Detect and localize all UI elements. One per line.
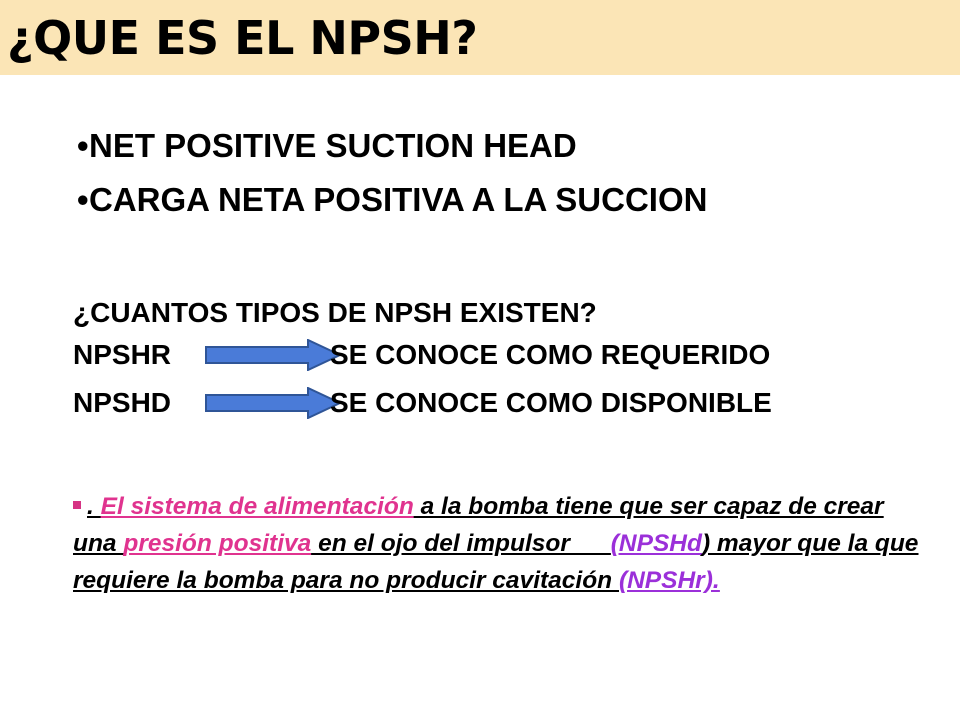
square-bullet-icon	[73, 501, 81, 509]
type-description: SE CONOCE COMO REQUERIDO	[330, 339, 771, 370]
type-label: NPSHD	[73, 387, 172, 418]
para-highlight-npshr: (NPSHr).	[618, 567, 720, 594]
right-arrow-icon	[204, 387, 344, 419]
type-label: NPSHR	[73, 339, 172, 370]
bullet-dot-icon: •	[77, 127, 89, 164]
bullet-item	[77, 180, 707, 220]
para-text: ) mayor que la que requiere la bomba para no producir cavitación	[73, 530, 919, 594]
type-row	[73, 386, 933, 420]
para-highlight-sistema: El sistema de alimentación	[100, 493, 414, 520]
explanation-paragraph	[73, 488, 923, 599]
para-text: a la bomba tiene que ser capaz de crear una	[73, 493, 884, 557]
para-highlight-npshd: (NPSHd	[610, 530, 702, 557]
type-row	[73, 338, 933, 372]
bullet-text: CARGA NETA POSITIVA A LA SUCCION	[89, 181, 708, 218]
bullet-dot-icon: •	[77, 181, 89, 218]
slide-title: ¿QUE ES EL NPSH?	[7, 11, 478, 65]
para-text: en el ojo del impulsor	[311, 530, 611, 557]
bullet-item	[77, 126, 577, 166]
right-arrow-icon	[204, 339, 344, 371]
para-highlight-presion: presión positiva	[123, 530, 312, 557]
question-line: ¿CUANTOS TIPOS DE NPSH EXISTEN?	[73, 297, 597, 328]
para-lead: .	[87, 493, 101, 520]
bullet-text: NET POSITIVE SUCTION HEAD	[89, 127, 577, 164]
type-description: SE CONOCE COMO DISPONIBLE	[330, 387, 772, 418]
